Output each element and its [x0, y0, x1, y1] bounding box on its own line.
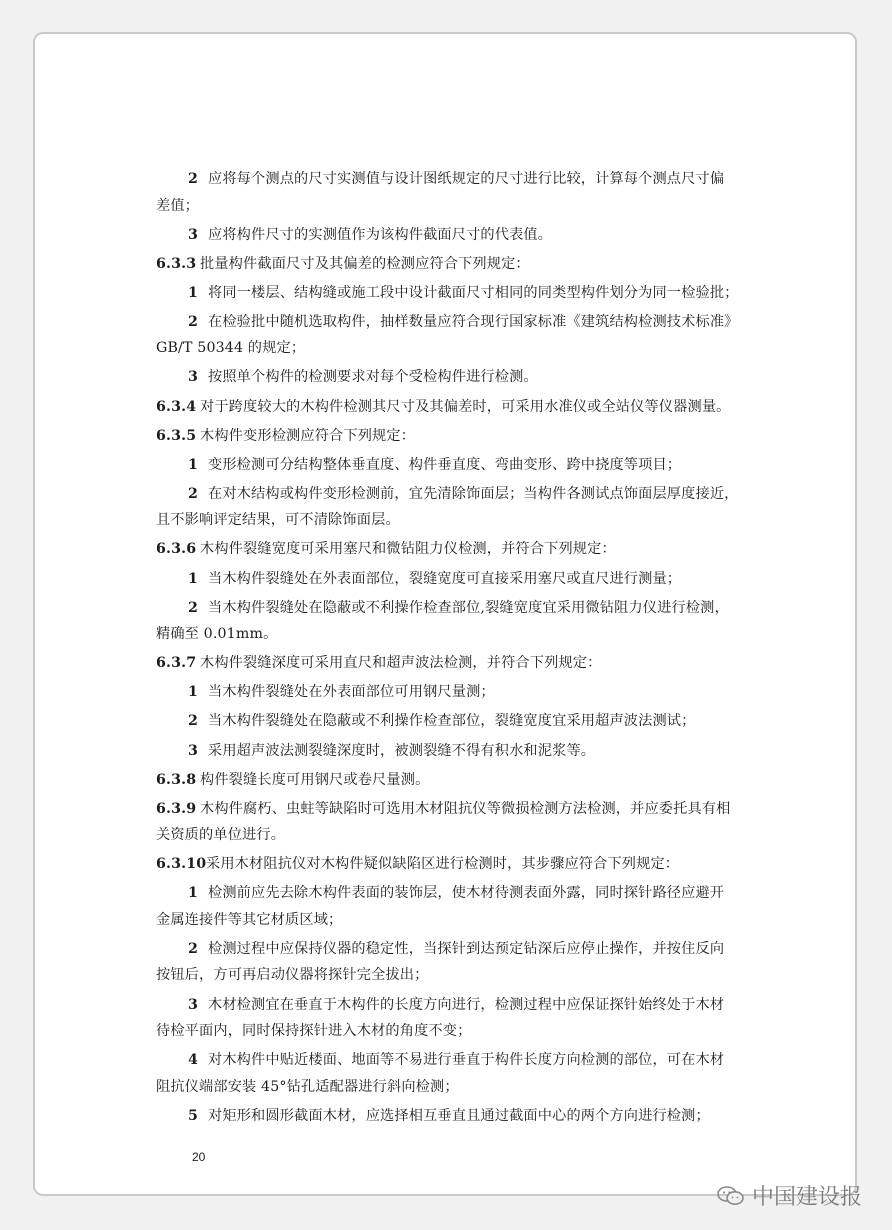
item-number: 3 [188, 226, 199, 243]
line-text: 且不影响评定结果，可不清除饰面层。 [156, 512, 400, 529]
line-text: 批量构件截面尺寸及其偏差的检测应符合下列规定： [200, 255, 530, 272]
watermark [716, 1180, 862, 1211]
section-line [156, 423, 770, 450]
section-line [156, 650, 770, 677]
line-text: 木构件裂缝深度可采用直尺和超声波法检测，并符合下列规定： [200, 655, 602, 672]
list-item-line [156, 280, 770, 307]
list-item-line [156, 481, 770, 508]
wechat-icon [716, 1185, 746, 1207]
line-text: 当木构件裂缝处在隐蔽或不利操作检查部位，裂缝宽度宜采用超声波法测试； [208, 713, 696, 730]
list-item-line [156, 452, 770, 479]
item-number: 2 [188, 599, 199, 616]
item-number: 1 [188, 684, 199, 701]
continuation-line [156, 193, 770, 220]
line-text: 按钮后，方可再启动仪器将探针完全拔出； [156, 967, 429, 984]
item-number: 2 [188, 713, 199, 730]
section-line [156, 767, 770, 794]
line-text: 木材检测宜在垂直于木构件的长度方向进行，检测过程中应保证探针始终处于木材 [208, 996, 725, 1013]
item-number: 3 [188, 369, 199, 386]
list-item-line [156, 880, 770, 907]
line-text: 精确至 0.01mm。 [156, 626, 278, 643]
list-item-line [156, 1103, 770, 1130]
continuation-line [156, 822, 770, 849]
line-text: 构件裂缝长度可用钢尺或卷尺量测。 [200, 771, 430, 788]
line-text: 当木构件裂缝处在外表面部位可用钢尺量测； [208, 684, 495, 701]
line-text: 按照单个构件的检测要求对每个受检构件进行检测。 [208, 369, 538, 386]
section-number: 6.3.3 [156, 255, 197, 272]
list-item-line [156, 309, 770, 336]
line-text: 木构件裂缝宽度可采用塞尺和微钻阻力仪检测，并符合下列规定： [200, 541, 616, 558]
line-text: 应将构件尺寸的实测值作为该构件截面尺寸的代表值。 [208, 226, 553, 243]
list-item-line [156, 1047, 770, 1074]
line-text: 关资质的单位进行。 [156, 827, 286, 844]
line-text: 在检验批中随机选取构件，抽样数量应符合现行国家标准《建筑结构检测技术标准》 [208, 313, 739, 330]
item-number: 1 [188, 885, 199, 902]
line-text: 木构件腐朽、虫蛀等缺陷时可选用木材阻抗仪等微损检测方法检测，并应委托具有相 [200, 800, 731, 817]
list-item-line [156, 992, 770, 1019]
list-item-line [156, 595, 770, 622]
item-number: 2 [188, 313, 199, 330]
page-number: 20 [192, 1150, 206, 1164]
line-text: 待检平面内，同时保持探针进入木材的角度不变； [156, 1023, 472, 1040]
line-text: 差值； [156, 197, 200, 214]
line-text: 变形检测可分结构整体垂直度、构件垂直度、弯曲变形、跨中挠度等项目； [208, 456, 682, 473]
continuation-line [156, 507, 770, 534]
line-text: 对于跨度较大的木构件检测其尺寸及其偏差时，可采用水准仪或全站仪等仪器测量。 [200, 398, 731, 415]
line-text: 木构件变形检测应符合下列规定： [200, 427, 416, 444]
line-text: 应将每个测点的尺寸实测值与设计图纸规定的尺寸进行比较，计算每个测点尺寸偏 [208, 171, 725, 187]
item-number: 4 [188, 1052, 199, 1069]
line-text: 检测前应先去除木构件表面的装饰层，使木材待测表面外露，同时探针路径应避开 [208, 885, 725, 902]
item-number: 2 [188, 171, 199, 187]
item-number: 2 [188, 485, 199, 502]
list-item-line [156, 166, 770, 193]
item-number: 5 [188, 1107, 199, 1124]
line-text: 在对木结构或构件变形检测前，宜先清除饰面层；当构件各测试点饰面层厚度接近， [208, 485, 739, 502]
list-item-line [156, 738, 770, 765]
section-number: 6.3.10 [156, 856, 207, 873]
line-text: 将同一楼层、结构缝或施工段中设计截面尺寸相同的同类型构件划分为同一检验批； [208, 284, 739, 301]
item-number: 1 [188, 570, 199, 587]
line-text: 当木构件裂缝处在外表面部位，裂缝宽度可直接采用塞尺或直尺进行测量； [208, 570, 682, 587]
item-number: 3 [188, 996, 199, 1013]
continuation-line [156, 335, 770, 362]
line-text: 检测过程中应保持仪器的稳定性，当探针到达预定钻深后应停止操作，并按住反向 [208, 940, 725, 957]
section-number: 6.3.6 [156, 541, 197, 558]
section-number: 6.3.7 [156, 655, 197, 672]
section-line [156, 394, 770, 421]
document-body [156, 166, 770, 1129]
item-number: 1 [188, 284, 199, 301]
section-number: 6.3.4 [156, 398, 197, 415]
list-item-line [156, 222, 770, 249]
watermark-text: 中国建设报 [751, 1185, 862, 1210]
continuation-line [156, 1018, 770, 1045]
section-number: 6.3.5 [156, 427, 197, 444]
line-text: 对矩形和圆形截面木材，应选择相互垂直且通过截面中心的两个方向进行检测； [208, 1107, 710, 1124]
line-text: 当木构件裂缝处在隐蔽或不利操作检查部位,裂缝宽度宜采用微钻阻力仪进行检测， [208, 599, 729, 616]
line-text: GB/T 50344 的规定； [156, 340, 306, 357]
list-item-line [156, 364, 770, 391]
item-number: 3 [188, 742, 199, 759]
section-line [156, 536, 770, 563]
continuation-line [156, 621, 770, 648]
section-line [156, 251, 770, 278]
line-text: 采用超声波法测裂缝深度时，被测裂缝不得有积水和泥浆等。 [208, 742, 596, 759]
list-item-line [156, 679, 770, 706]
section-line [156, 851, 770, 878]
line-text: 金属连接件等其它材质区域； [156, 911, 343, 928]
document-page [33, 32, 857, 1196]
section-number: 6.3.8 [156, 771, 197, 788]
continuation-line [156, 1074, 770, 1101]
item-number: 2 [188, 940, 199, 957]
continuation-line [156, 962, 770, 989]
line-text: 采用木材阻抗仪对木构件疑似缺陷区进行检测时，其步骤应符合下列规定： [206, 856, 680, 873]
line-text: 阻抗仪端部安装 45°钻孔适配器进行斜向检测； [156, 1078, 459, 1095]
section-line [156, 796, 770, 823]
line-text: 对木构件中贴近楼面、地面等不易进行垂直于构件长度方向检测的部位，可在木材 [208, 1052, 725, 1069]
continuation-line [156, 907, 770, 934]
list-item-line [156, 936, 770, 963]
section-number: 6.3.9 [156, 800, 197, 817]
item-number: 1 [188, 456, 199, 473]
list-item-line [156, 566, 770, 593]
list-item-line [156, 708, 770, 735]
